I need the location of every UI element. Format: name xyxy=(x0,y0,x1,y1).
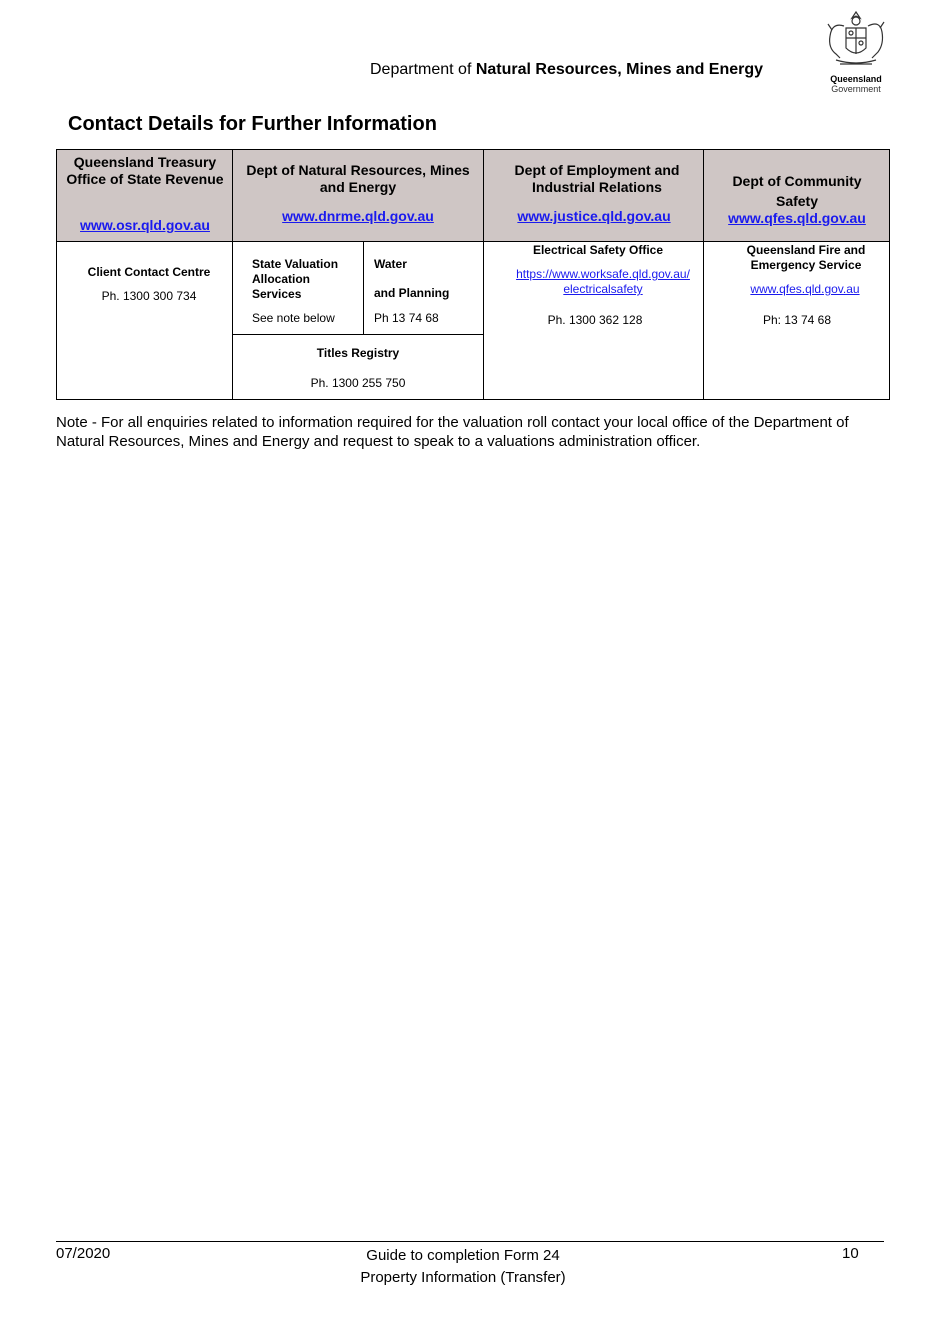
footer-page-number: 10 xyxy=(842,1245,859,1262)
link-dnrme[interactable]: www.dnrme.qld.gov.au xyxy=(282,208,434,224)
footer-title-line1: Guide to completion Form 24 xyxy=(366,1247,560,1264)
eso-link-line1[interactable]: https://www.worksafe.qld.gov.au/ xyxy=(516,267,690,281)
svas-label: State Valuation Allocation Services xyxy=(252,257,339,301)
column-heading-employment: Dept of Employment and Industrial Relations xyxy=(514,162,680,195)
link-qfes-header[interactable]: www.qfes.qld.gov.au xyxy=(728,210,866,226)
water-phone: Ph 13 74 68 xyxy=(374,311,439,325)
footer-divider xyxy=(56,1241,884,1242)
osr-contact-label: Client Contact Centre xyxy=(87,265,211,279)
valuation-note: Note - For all enquiries related to information required for the valuation roll contact your local office of the Department of Natural Resources, Mines and Energy and request to speak to a valuations administration officer. xyxy=(56,414,849,450)
water-label: Water xyxy=(374,257,407,271)
column-heading-community-safety: Dept of Community Safety xyxy=(732,173,862,209)
column-heading-dnrme: Dept of Natural Resources, Mines and Energy xyxy=(246,162,470,195)
link-osr[interactable]: www.osr.qld.gov.au xyxy=(80,217,210,233)
footer-document-title xyxy=(300,1245,626,1289)
column-heading-osr: Queensland Treasury Office of State Revenue xyxy=(66,154,224,187)
coat-of-arms-icon xyxy=(822,8,890,72)
eso-phone: Ph. 1300 362 128 xyxy=(547,313,643,327)
footer-date: 07/2020 xyxy=(56,1245,111,1262)
qfes-link[interactable]: www.qfes.qld.gov.au xyxy=(750,282,860,296)
titles-registry-phone: Ph. 1300 255 750 xyxy=(310,376,406,390)
link-justice[interactable]: www.justice.qld.gov.au xyxy=(517,208,671,224)
logo-text-queensland: Queensland xyxy=(830,74,882,84)
eso-link-line2[interactable]: electricalsafety xyxy=(563,282,643,296)
department-header xyxy=(370,61,763,79)
svas-value: See note below xyxy=(252,311,335,325)
eso-label: Electrical Safety Office xyxy=(532,243,664,257)
logo-text-government: Government xyxy=(831,84,881,94)
contact-table xyxy=(56,149,890,400)
qfes-label: Queensland Fire and Emergency Service xyxy=(746,243,866,272)
osr-phone: Ph. 1300 300 734 xyxy=(101,289,197,303)
water-label-2: and Planning xyxy=(374,286,450,300)
department-name: Natural Resources, Mines and Energy xyxy=(475,61,764,78)
titles-registry-label: Titles Registry xyxy=(316,346,400,360)
footer-title-line2: Property Information (Transfer) xyxy=(360,1269,566,1286)
queensland-government-logo xyxy=(822,8,890,96)
page-title: Contact Details for Further Information xyxy=(68,113,437,135)
qfes-phone: Ph: 13 74 68 xyxy=(762,313,832,327)
department-prefix: Department of xyxy=(370,61,472,78)
